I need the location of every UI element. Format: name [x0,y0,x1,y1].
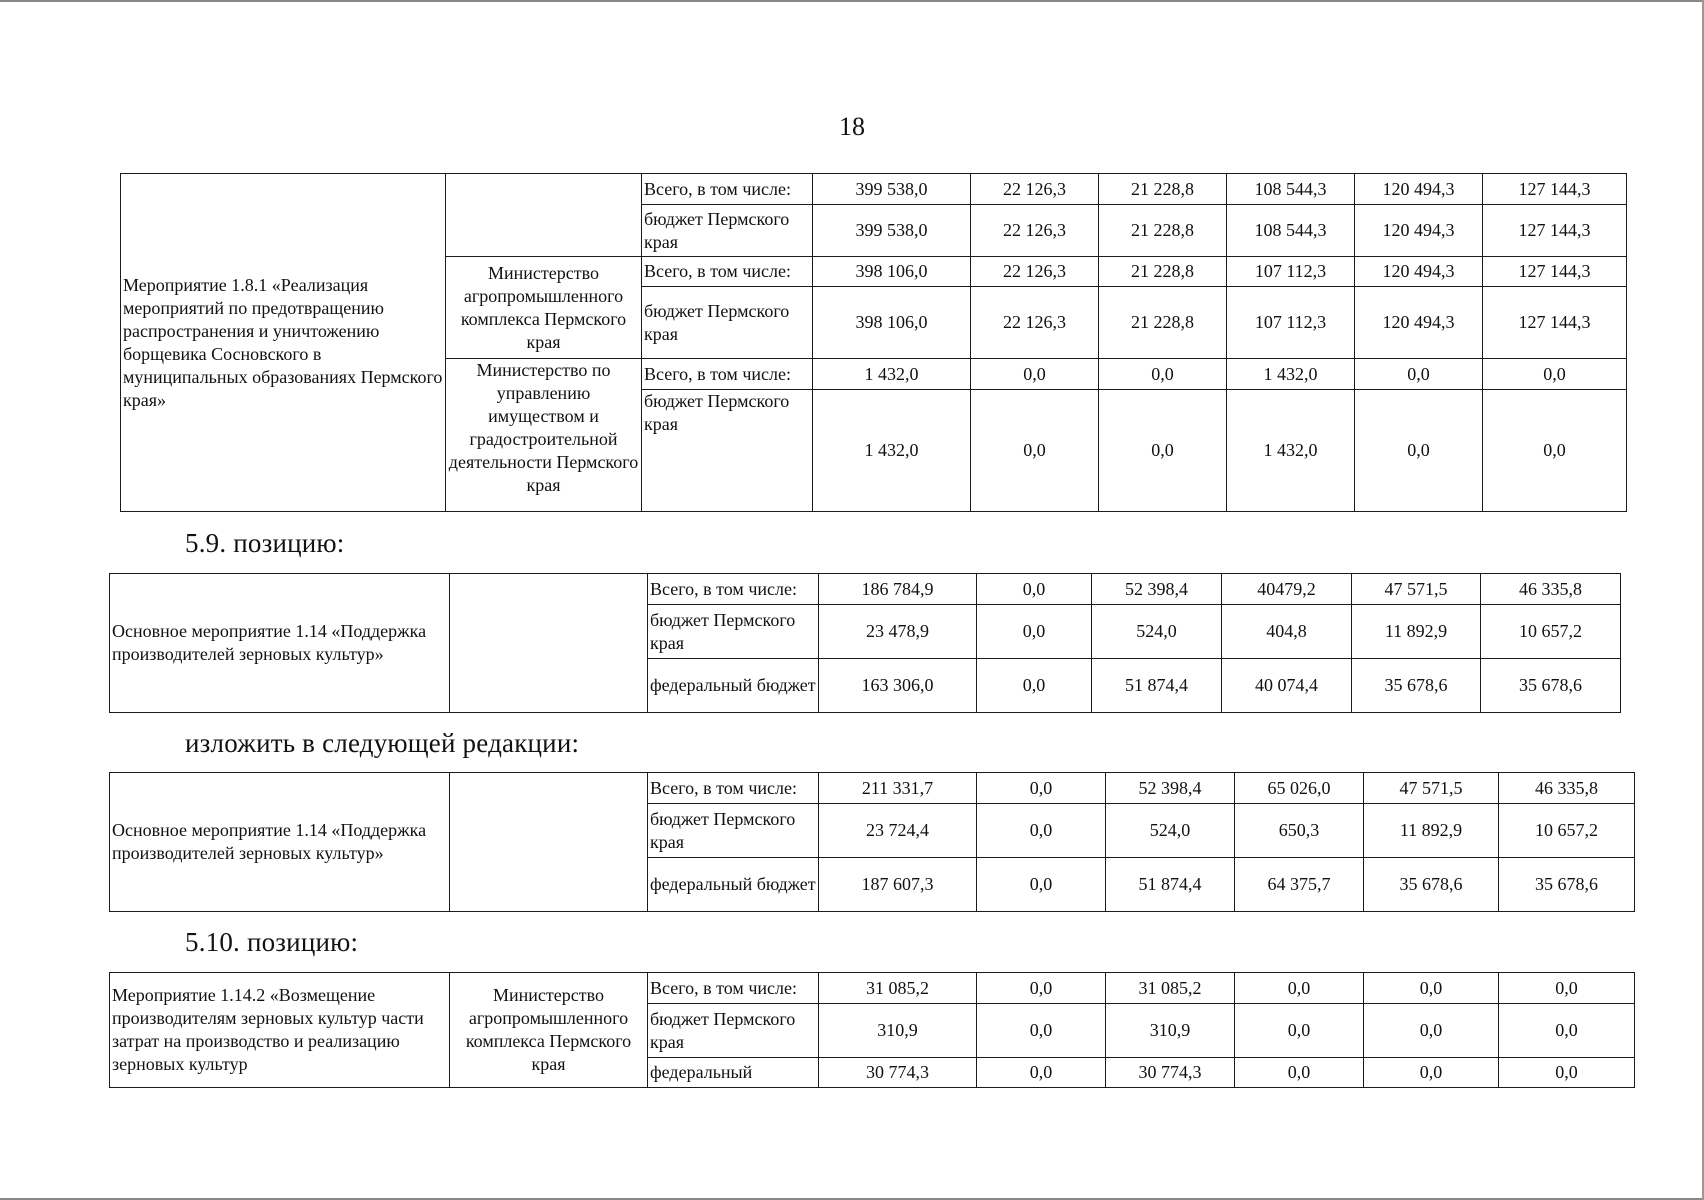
value-cell: 0,0 [1235,973,1364,1004]
heading-5-10: 5.10. позицию: [185,927,359,957]
value-cell: 0,0 [1499,1058,1635,1088]
value-cell: 1 432,0 [1227,390,1355,512]
source-cell: бюджет Пермского края [648,605,819,659]
value-cell: 108 544,3 [1227,205,1355,257]
value-cell: 0,0 [977,605,1092,659]
source-cell: бюджет Пермского края [642,287,813,359]
org-cell: Министерство агропромышленного комплекса Пермского края [446,257,642,359]
value-cell: 0,0 [977,804,1106,858]
value-cell: 22 126,3 [971,174,1099,205]
empty-org-cell [450,773,648,912]
scan-edge-top [0,0,1704,2]
value-cell: 650,3 [1235,804,1364,858]
value-cell: 40 074,4 [1222,659,1352,713]
value-cell: 1 432,0 [1227,359,1355,390]
value-cell: 107 112,3 [1227,257,1355,287]
value-cell: 398 106,0 [813,287,971,359]
org-cell: Министерство по управлению имуществом и градостроительной деятельности Пермского края [446,359,642,512]
value-cell: 65 026,0 [1235,773,1364,804]
value-cell: 0,0 [1364,973,1499,1004]
value-cell: 31 085,2 [819,973,977,1004]
table-measure-1-14-2 [109,972,1635,1088]
page-number: 18 [839,112,865,141]
measure-name-cell: Мероприятие 1.14.2 «Возмещение производителям зерновых культур части затрат на производство и реализацию зерновых культур [110,973,450,1088]
value-cell: 163 306,0 [819,659,977,713]
value-cell: 120 494,3 [1355,257,1483,287]
value-cell: 0,0 [977,659,1092,713]
value-cell: 46 335,8 [1481,574,1621,605]
empty-org-cell [446,174,642,257]
value-cell: 120 494,3 [1355,287,1483,359]
source-cell: Всего, в том числе: [642,359,813,390]
source-cell: Всего, в том числе: [648,973,819,1004]
value-cell: 0,0 [1483,359,1627,390]
value-cell: 310,9 [819,1004,977,1058]
source-cell: Всего, в том числе: [648,574,819,605]
value-cell: 52 398,4 [1092,574,1222,605]
source-cell: бюджет Пермского края [642,390,813,512]
value-cell: 21 228,8 [1099,257,1227,287]
value-cell: 52 398,4 [1106,773,1235,804]
value-cell: 120 494,3 [1355,205,1483,257]
empty-org-cell [450,574,648,713]
value-cell: 399 538,0 [813,174,971,205]
value-cell: 0,0 [977,973,1106,1004]
measure-name-cell: Основное мероприятие 1.14 «Поддержка производителей зерновых культур» [110,574,450,713]
source-cell: федеральный [648,1058,819,1088]
value-cell: 404,8 [1222,605,1352,659]
value-cell: 11 892,9 [1352,605,1481,659]
source-cell: бюджет Пермского края [648,1004,819,1058]
value-cell: 11 892,9 [1364,804,1499,858]
value-cell: 211 331,7 [819,773,977,804]
source-cell: федеральный бюджет [648,858,819,912]
value-cell: 30 774,3 [1106,1058,1235,1088]
value-cell: 127 144,3 [1483,174,1627,205]
value-cell: 0,0 [1235,1058,1364,1088]
table-measure-1-14-current [109,573,1621,713]
value-cell: 0,0 [1364,1004,1499,1058]
value-cell: 0,0 [977,773,1106,804]
value-cell: 51 874,4 [1092,659,1222,713]
value-cell: 64 375,7 [1235,858,1364,912]
value-cell: 1 432,0 [813,390,971,512]
value-cell: 0,0 [977,1004,1106,1058]
value-cell: 22 126,3 [971,205,1099,257]
table-row [110,574,1621,605]
value-cell: 21 228,8 [1099,205,1227,257]
value-cell: 35 678,6 [1499,858,1635,912]
table-row [121,174,1627,205]
value-cell: 47 571,5 [1364,773,1499,804]
value-cell: 0,0 [1364,1058,1499,1088]
value-cell: 51 874,4 [1106,858,1235,912]
source-cell: Всего, в том числе: [642,257,813,287]
value-cell: 310,9 [1106,1004,1235,1058]
value-cell: 0,0 [977,574,1092,605]
value-cell: 0,0 [1499,973,1635,1004]
value-cell: 1 432,0 [813,359,971,390]
value-cell: 108 544,3 [1227,174,1355,205]
heading-5-9: 5.9. позицию: [185,528,345,558]
value-cell: 186 784,9 [819,574,977,605]
value-cell: 0,0 [971,390,1099,512]
source-cell: Всего, в том числе: [648,773,819,804]
value-cell: 23 724,4 [819,804,977,858]
table-row [110,773,1635,804]
value-cell: 127 144,3 [1483,287,1627,359]
value-cell: 0,0 [1355,390,1483,512]
value-cell: 10 657,2 [1481,605,1621,659]
value-cell: 0,0 [977,858,1106,912]
value-cell: 0,0 [1235,1004,1364,1058]
value-cell: 22 126,3 [971,287,1099,359]
value-cell: 35 678,6 [1481,659,1621,713]
value-cell: 524,0 [1106,804,1235,858]
value-cell: 40479,2 [1222,574,1352,605]
value-cell: 35 678,6 [1352,659,1481,713]
source-cell: бюджет Пермского края [648,804,819,858]
value-cell: 21 228,8 [1099,287,1227,359]
value-cell: 21 228,8 [1099,174,1227,205]
value-cell: 0,0 [1099,390,1227,512]
value-cell: 0,0 [1499,1004,1635,1058]
value-cell: 0,0 [977,1058,1106,1088]
value-cell: 35 678,6 [1364,858,1499,912]
table-row [110,973,1635,1004]
value-cell: 46 335,8 [1499,773,1635,804]
value-cell: 127 144,3 [1483,257,1627,287]
value-cell: 23 478,9 [819,605,977,659]
value-cell: 127 144,3 [1483,205,1627,257]
value-cell: 31 085,2 [1106,973,1235,1004]
value-cell: 0,0 [1099,359,1227,390]
value-cell: 107 112,3 [1227,287,1355,359]
measure-name-cell: Основное мероприятие 1.14 «Поддержка производителей зерновых культур» [110,773,450,912]
value-cell: 0,0 [1355,359,1483,390]
org-cell: Министерство агропромышленного комплекса Пермского края [450,973,648,1088]
value-cell: 187 607,3 [819,858,977,912]
value-cell: 120 494,3 [1355,174,1483,205]
source-cell: Всего, в том числе: [642,174,813,205]
value-cell: 399 538,0 [813,205,971,257]
value-cell: 47 571,5 [1352,574,1481,605]
heading-new-edition: изложить в следующей редакции: [185,728,580,758]
value-cell: 524,0 [1092,605,1222,659]
value-cell: 10 657,2 [1499,804,1635,858]
table-measure-1-8-1 [120,173,1627,512]
value-cell: 22 126,3 [971,257,1099,287]
source-cell: бюджет Пермского края [642,205,813,257]
value-cell: 30 774,3 [819,1058,977,1088]
source-cell: федеральный бюджет [648,659,819,713]
value-cell: 0,0 [1483,390,1627,512]
measure-name-cell: Мероприятие 1.8.1 «Реализация мероприятий по предотвращению распространения и уничтожению борщевика Сосновского в муниципальных образованиях Пермского края» [121,174,446,512]
value-cell: 0,0 [971,359,1099,390]
value-cell: 398 106,0 [813,257,971,287]
table-measure-1-14-new [109,772,1635,912]
